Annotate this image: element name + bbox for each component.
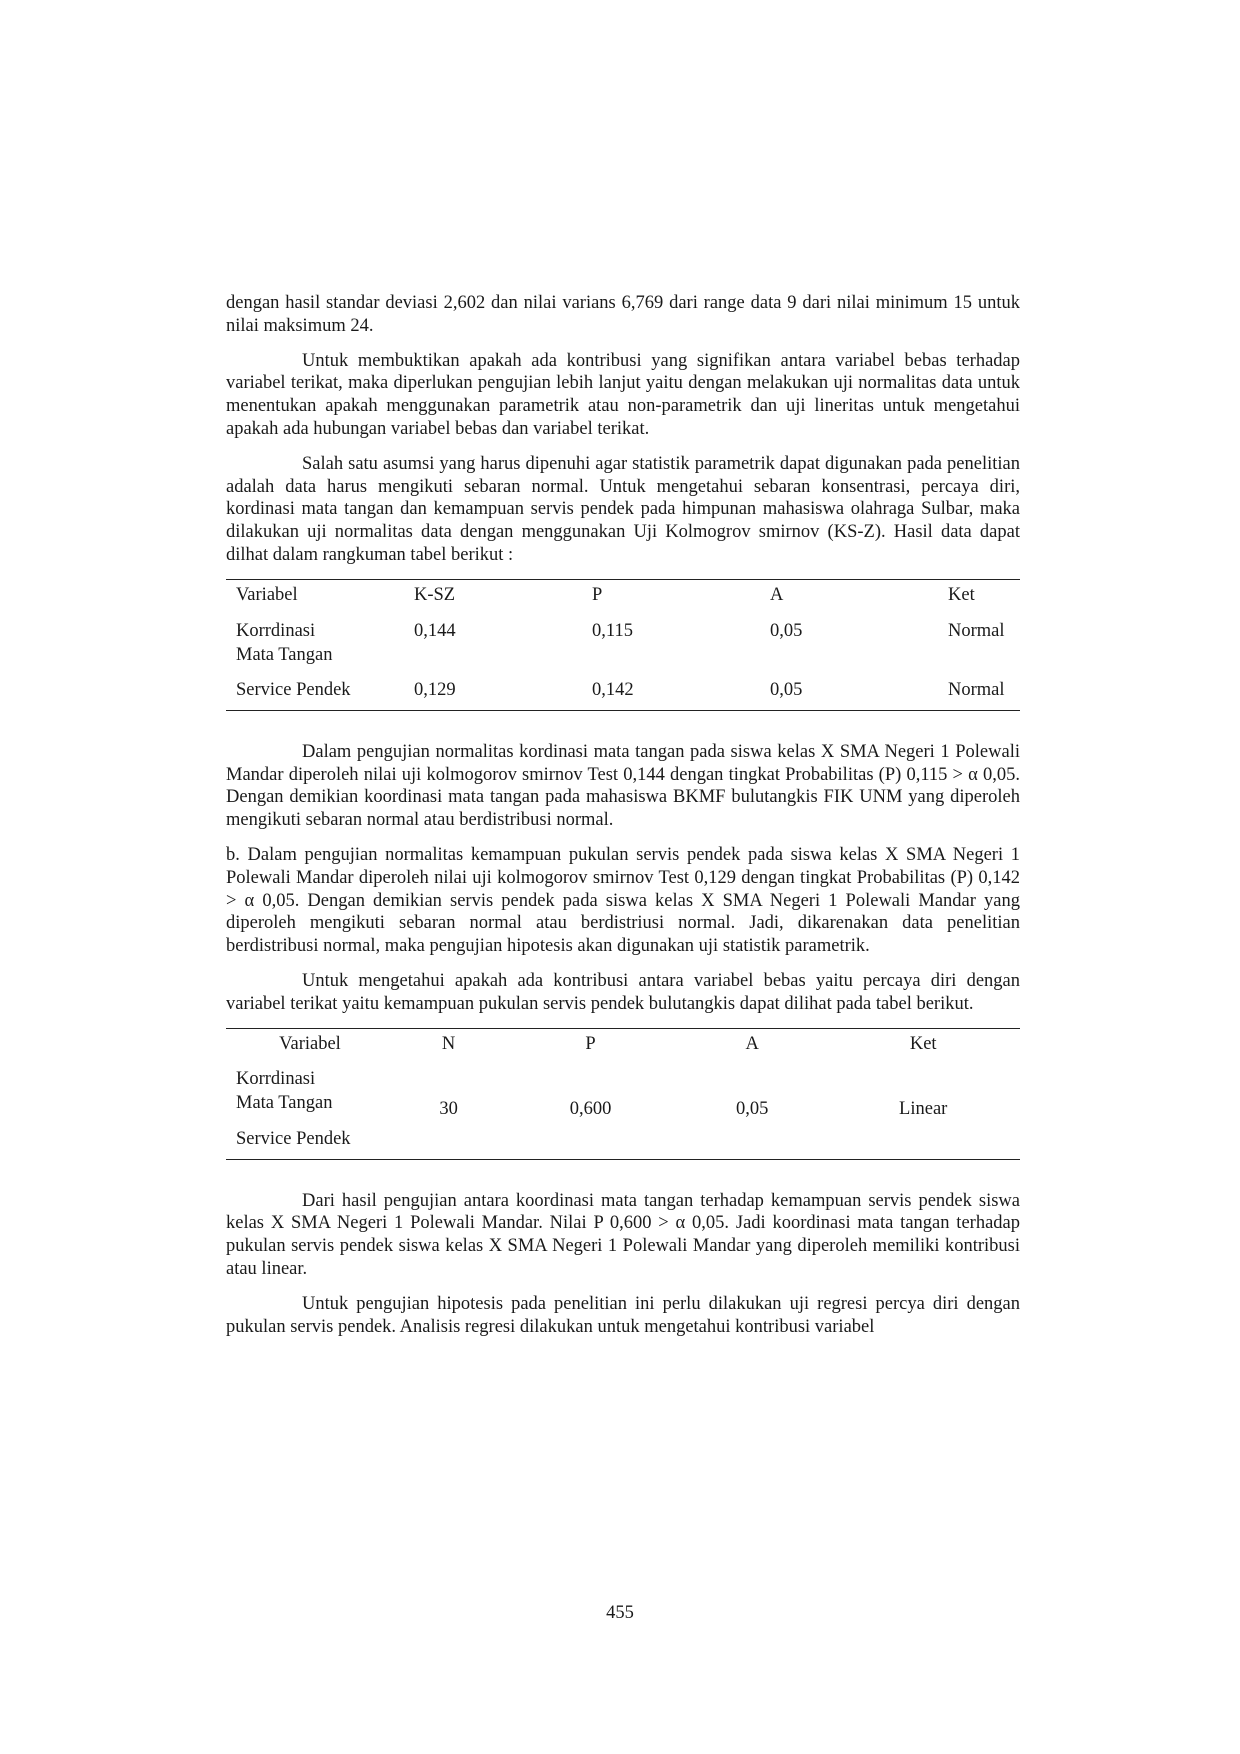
spacer <box>226 1172 1020 1190</box>
normality-table-wrapper <box>226 579 1020 711</box>
paragraph-std-dev: dengan hasil standar deviasi 2,602 dan nilai varians 6,769 dari range data 9 dari nilai minimum 15 untuk nilai maksimum 24. <box>226 293 1020 336</box>
cell-variabel <box>226 615 404 675</box>
header-ksz: K-SZ <box>414 584 456 605</box>
cell-a: 0,05 <box>770 620 803 641</box>
variabel-line: Service Pendek <box>236 1128 351 1149</box>
header-a: A <box>745 1033 759 1054</box>
cell-a: 0,05 <box>770 679 803 700</box>
spacer <box>226 723 1020 741</box>
paragraph-regression-intro: Untuk pengujian hipotesis pada penelitian ini perlu dilakukan uji regresi percya diri dengan pukulan servis pendek. Analisis regresi dilakukan untuk mengetahui kontribusi variabel <box>226 1293 1020 1337</box>
cell-n: 30 <box>439 1098 458 1119</box>
variabel-line: Korrdinasi <box>236 620 316 641</box>
cell-p: 0,600 <box>569 1098 612 1119</box>
cell-ket: Normal <box>948 679 1005 700</box>
paragraph-linearity-result: Dari hasil pengujian antara koordinasi mata tangan terhadap kemampuan servis pendek siswa kelas X SMA Negeri 1 Polewali Mandar. Nilai P 0,600 > α 0,05. Jadi koordinasi mata tangan terhadap pukulan servis pendek siswa kelas X SMA Negeri 1 Polewali Mandar yang diperoleh memiliki kontribusi atau linear. <box>226 1190 1020 1279</box>
header-variabel: Variabel <box>236 584 298 605</box>
variabel-line: Mata Tangan <box>236 644 333 665</box>
header-p: P <box>592 584 603 605</box>
table-header-row <box>226 579 1020 615</box>
header-n: N <box>441 1033 456 1054</box>
cell-ket: Linear <box>899 1098 948 1119</box>
cell-a: 0,05 <box>735 1098 769 1119</box>
paragraph-normality-assumption: Salah satu asumsi yang harus dipenuhi agar statistik parametrik dapat digunakan pada penelitian adalah data harus mengikuti sebaran normal. Untuk mengetahui sebaran konsentrasi, percaya diri, kordinasi mata tangan dan kemampuan servis pendek pada himpunan mahasiswa olahraga Sulbar, maka dilakukan uji normalitas data dengan menggunakan Uji Kolmogrov smirnov (KS-Z). Hasil data dapat dilhat dalam rangkuman tabel berikut : <box>226 453 1020 565</box>
cell-ket: Normal <box>948 620 1005 641</box>
cell-p: 0,142 <box>592 679 634 700</box>
header-variabel: Variabel <box>279 1033 341 1054</box>
variabel-line: Mata Tangan <box>236 1092 333 1113</box>
cell-variabel <box>226 1064 394 1160</box>
cell-ksz: 0,144 <box>414 620 456 641</box>
paragraph-eye-hand-normality: Dalam pengujian normalitas kordinasi mata tangan pada siswa kelas X SMA Negeri 1 Polewali Mandar diperoleh nilai uji kolmogorov smirnov Test 0,144 dengan tingkat Probabilitas (P) 0,115 > α 0,05. Dengan demikian koordinasi mata tangan pada mahasiswa BKMF bulutangkis FIK UNM yang diperoleh mengikuti sebaran normal atau berdistribusi normal. <box>226 741 1020 831</box>
header-ket: Ket <box>909 1033 937 1054</box>
paragraph-service-normality: b. Dalam pengujian normalitas kemampuan pukulan servis pendek pada siswa kelas X SMA Negeri 1 Polewali Mandar diperoleh nilai uji kolmogorov smirnov Test 0,129 dengan tingkat Probabilitas (P) 0,142 > α 0,05. Dengan demikian servis pendek pada siswa kelas X SMA Negeri 1 Polewali Mandar yang diperoleh mengikuti sebaran normal atau berdistriusi normal. Jadi, dikarenakan data penelitian berdistribusi normal, maka pengujian hipotesis akan digunakan uji statistik parametrik. <box>226 844 1020 957</box>
table-row <box>226 615 1020 675</box>
table-header-row <box>226 1028 1020 1064</box>
header-a: A <box>770 584 784 605</box>
header-p: P <box>585 1033 596 1054</box>
normality-table <box>226 579 1020 711</box>
cell-ksz: 0,129 <box>414 679 456 700</box>
table-row <box>226 675 1020 711</box>
linearity-table <box>226 1028 1020 1160</box>
cell-p: 0,115 <box>592 620 633 641</box>
variabel-line: Korrdinasi <box>236 1068 316 1089</box>
variabel-gap <box>236 1115 384 1127</box>
paragraph-linearity-intro: Untuk mengetahui apakah ada kontribusi antara variabel bebas yaitu percaya diri dengan variabel terikat yaitu kemampuan pukulan servis pendek bulutangkis dapat dilihat pada tabel berikut. <box>226 970 1020 1014</box>
paragraph-significance-test: Untuk membuktikan apakah ada kontribusi yang signifikan antara variabel bebas terhadap variabel terikat, maka diperlukan pengujian lebih lanjut yaitu dengan melakukan uji normalitas data untuk menentukan apakah menggunakan parametrik atau non-parametrik dan uji lineritas untuk mengetahui apakah ada hubungan variabel bebas dan variabel terikat. <box>226 350 1020 439</box>
header-ket: Ket <box>948 584 975 605</box>
page-body <box>226 292 1020 1350</box>
page-number: 455 <box>606 1603 634 1623</box>
table-row <box>226 1064 1020 1160</box>
cell-variabel: Service Pendek <box>236 679 351 700</box>
linearity-table-wrapper <box>226 1028 1020 1160</box>
